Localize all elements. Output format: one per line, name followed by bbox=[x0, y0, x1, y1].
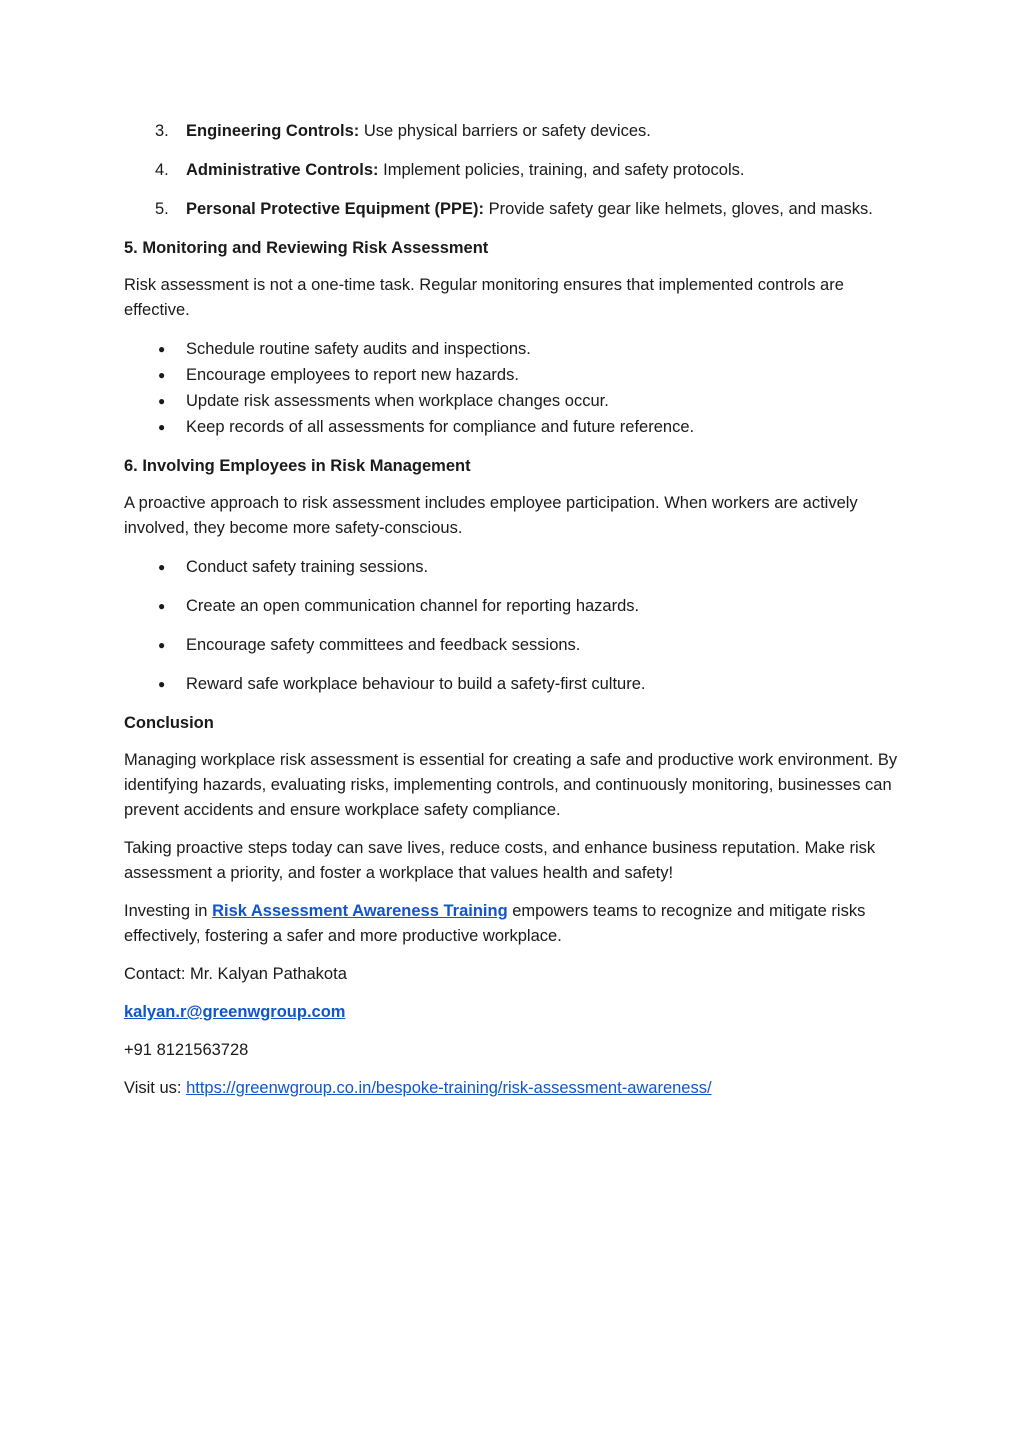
bullet-icon: ● bbox=[158, 420, 166, 434]
list-item bbox=[124, 593, 904, 619]
bullet-icon: ● bbox=[158, 394, 166, 408]
contact-line: Contact: Mr. Kalyan Pathakota bbox=[124, 965, 347, 983]
phone-number: +91 8121563728 bbox=[124, 1041, 249, 1059]
list-item bbox=[124, 196, 904, 222]
list-desc: Use physical barriers or safety devices. bbox=[359, 122, 651, 140]
bullet-icon: ● bbox=[158, 342, 166, 356]
visit-line bbox=[124, 1076, 904, 1101]
list-item bbox=[124, 118, 904, 144]
bullet-icon: ● bbox=[158, 638, 166, 652]
list-item-text: Reward safe workplace behaviour to build a safety-first culture. bbox=[186, 675, 646, 693]
list-item bbox=[124, 388, 904, 414]
conclusion-heading: Conclusion bbox=[124, 714, 214, 732]
bullet-list bbox=[124, 336, 904, 440]
list-item bbox=[124, 336, 904, 362]
visit-label: Visit us: bbox=[124, 1079, 187, 1097]
paragraph: A proactive approach to risk assessment includes employee participation. When workers are actively involved, they become more safety-conscious. bbox=[124, 494, 858, 537]
list-item-text: Encourage safety committees and feedback sessions. bbox=[186, 636, 581, 654]
list-item-text: Update risk assessments when workplace changes occur. bbox=[186, 392, 609, 410]
list-number: 5. bbox=[155, 200, 169, 218]
bullet-icon: ● bbox=[158, 560, 166, 574]
bullet-list bbox=[124, 554, 904, 697]
website-link[interactable]: https://greenwgroup.co.in/bespoke-training/risk-assessment-awareness/ bbox=[186, 1079, 712, 1097]
document-page bbox=[124, 118, 904, 1114]
list-item-text: Encourage employees to report new hazards. bbox=[186, 366, 519, 384]
training-link[interactable]: Risk Assessment Awareness Training bbox=[212, 902, 508, 920]
list-item bbox=[124, 414, 904, 440]
bullet-icon: ● bbox=[158, 368, 166, 382]
paragraph: Risk assessment is not a one-time task. Regular monitoring ensures that implemented controls are effective. bbox=[124, 276, 844, 319]
email-line bbox=[124, 1000, 904, 1025]
controls-list bbox=[124, 118, 904, 222]
list-item bbox=[124, 554, 904, 580]
list-item-text: Create an open communication channel for reporting hazards. bbox=[186, 597, 640, 615]
list-desc: Provide safety gear like helmets, gloves, and masks. bbox=[483, 200, 873, 218]
list-item bbox=[124, 671, 904, 697]
list-term: Personal Protective Equipment (PPE): bbox=[186, 200, 484, 218]
email-link[interactable]: kalyan.r@greenwgroup.com bbox=[124, 1003, 346, 1021]
list-number: 3. bbox=[155, 122, 169, 140]
list-number: 4. bbox=[155, 161, 169, 179]
paragraph: Taking proactive steps today can save lives, reduce costs, and enhance business reputation. Make risk assessment a priority, and foster a workplace that values health and safety! bbox=[124, 839, 876, 882]
paragraph-text: Investing in bbox=[124, 902, 213, 920]
list-item bbox=[124, 157, 904, 183]
paragraph: Managing workplace risk assessment is essential for creating a safe and productive work environment. By identifying hazards, evaluating risks, implementing controls, and continuously monitoring, businesses can prevent accidents and ensure workplace safety compliance. bbox=[124, 751, 898, 819]
list-item-text: Conduct safety training sessions. bbox=[186, 558, 429, 576]
list-item bbox=[124, 632, 904, 658]
section-heading: 6. Involving Employees in Risk Management bbox=[124, 457, 471, 475]
list-desc: Implement policies, training, and safety protocols. bbox=[378, 161, 745, 179]
list-item-text: Keep records of all assessments for compliance and future reference. bbox=[186, 418, 695, 436]
paragraph-text: empowers teams to recognize and mitigate risks effectively, fostering a safer and more productive workplace. bbox=[124, 902, 866, 945]
list-term: Administrative Controls: bbox=[186, 161, 379, 179]
list-term: Engineering Controls: bbox=[186, 122, 360, 140]
paragraph bbox=[124, 899, 904, 949]
list-item-text: Schedule routine safety audits and inspections. bbox=[186, 340, 531, 358]
bullet-icon: ● bbox=[158, 677, 166, 691]
section-heading: 5. Monitoring and Reviewing Risk Assessment bbox=[124, 239, 489, 257]
bullet-icon: ● bbox=[158, 599, 166, 613]
list-item bbox=[124, 362, 904, 388]
